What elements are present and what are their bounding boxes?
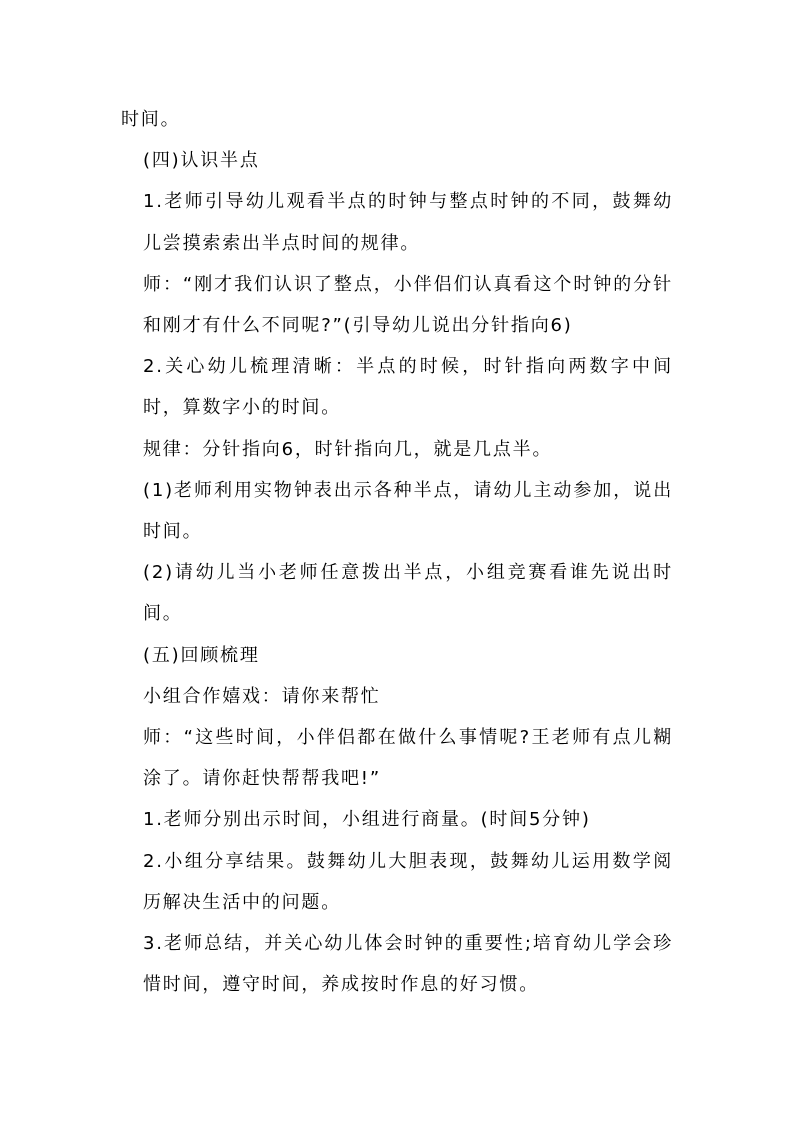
paragraph-review-step-3: 3.老师总结，并关心幼儿体会时钟的重要性;培育幼儿学会珍惜时间，遵守时间，养成按时作息的好习惯。 (143, 933, 673, 996)
paragraph-group-game: 小组合作嬉戏：请你来帮忙 (143, 685, 381, 707)
paragraph-continuation: 时间。 (121, 109, 181, 130)
document-body (121, 99, 673, 1005)
paragraph-teacher-quote-2: 师：“这些时间，小伴侣都在做什么事情呢?王老师有点儿糊涂了。请你赶快帮帮我吧!” (143, 727, 673, 790)
paragraph-substep-1: (1)老师利用实物钟表出示各种半点，请幼儿主动参加，说出时间。 (143, 479, 673, 543)
paragraph-step-1: 1.老师引导幼儿观看半点的时钟与整点时钟的不同，鼓舞幼儿尝摸索索出半点时间的规律。 (143, 191, 673, 254)
paragraph-review-step-1: 1.老师分别出示时间，小组进行商量。(时间5分钟) (143, 809, 591, 831)
paragraph-teacher-quote-1: 师：“刚才我们认识了整点，小伴侣们认真看这个时钟的分针和刚才有什么不同呢?”(引导幼儿说出分针指向6) (143, 273, 673, 337)
paragraph-review-step-2: 2.小组分享结果。鼓舞幼儿大胆表现，鼓舞幼儿运用数学阅历解决生活中的问题。 (143, 850, 673, 913)
paragraph-step-2: 2.关心幼儿梳理清晰：半点的时候，时针指向两数字中间时，算数字小的时间。 (143, 356, 673, 419)
paragraph-rule: 规律：分针指向6，时针指向几，就是几点半。 (143, 438, 553, 460)
section-heading-review: (五)回顾梳理 (143, 644, 260, 666)
section-heading-half-hour: (四)认识半点 (143, 150, 260, 172)
paragraph-substep-2: (2)请幼儿当小老师任意拨出半点，小组竞赛看谁先说出时间。 (143, 562, 673, 625)
